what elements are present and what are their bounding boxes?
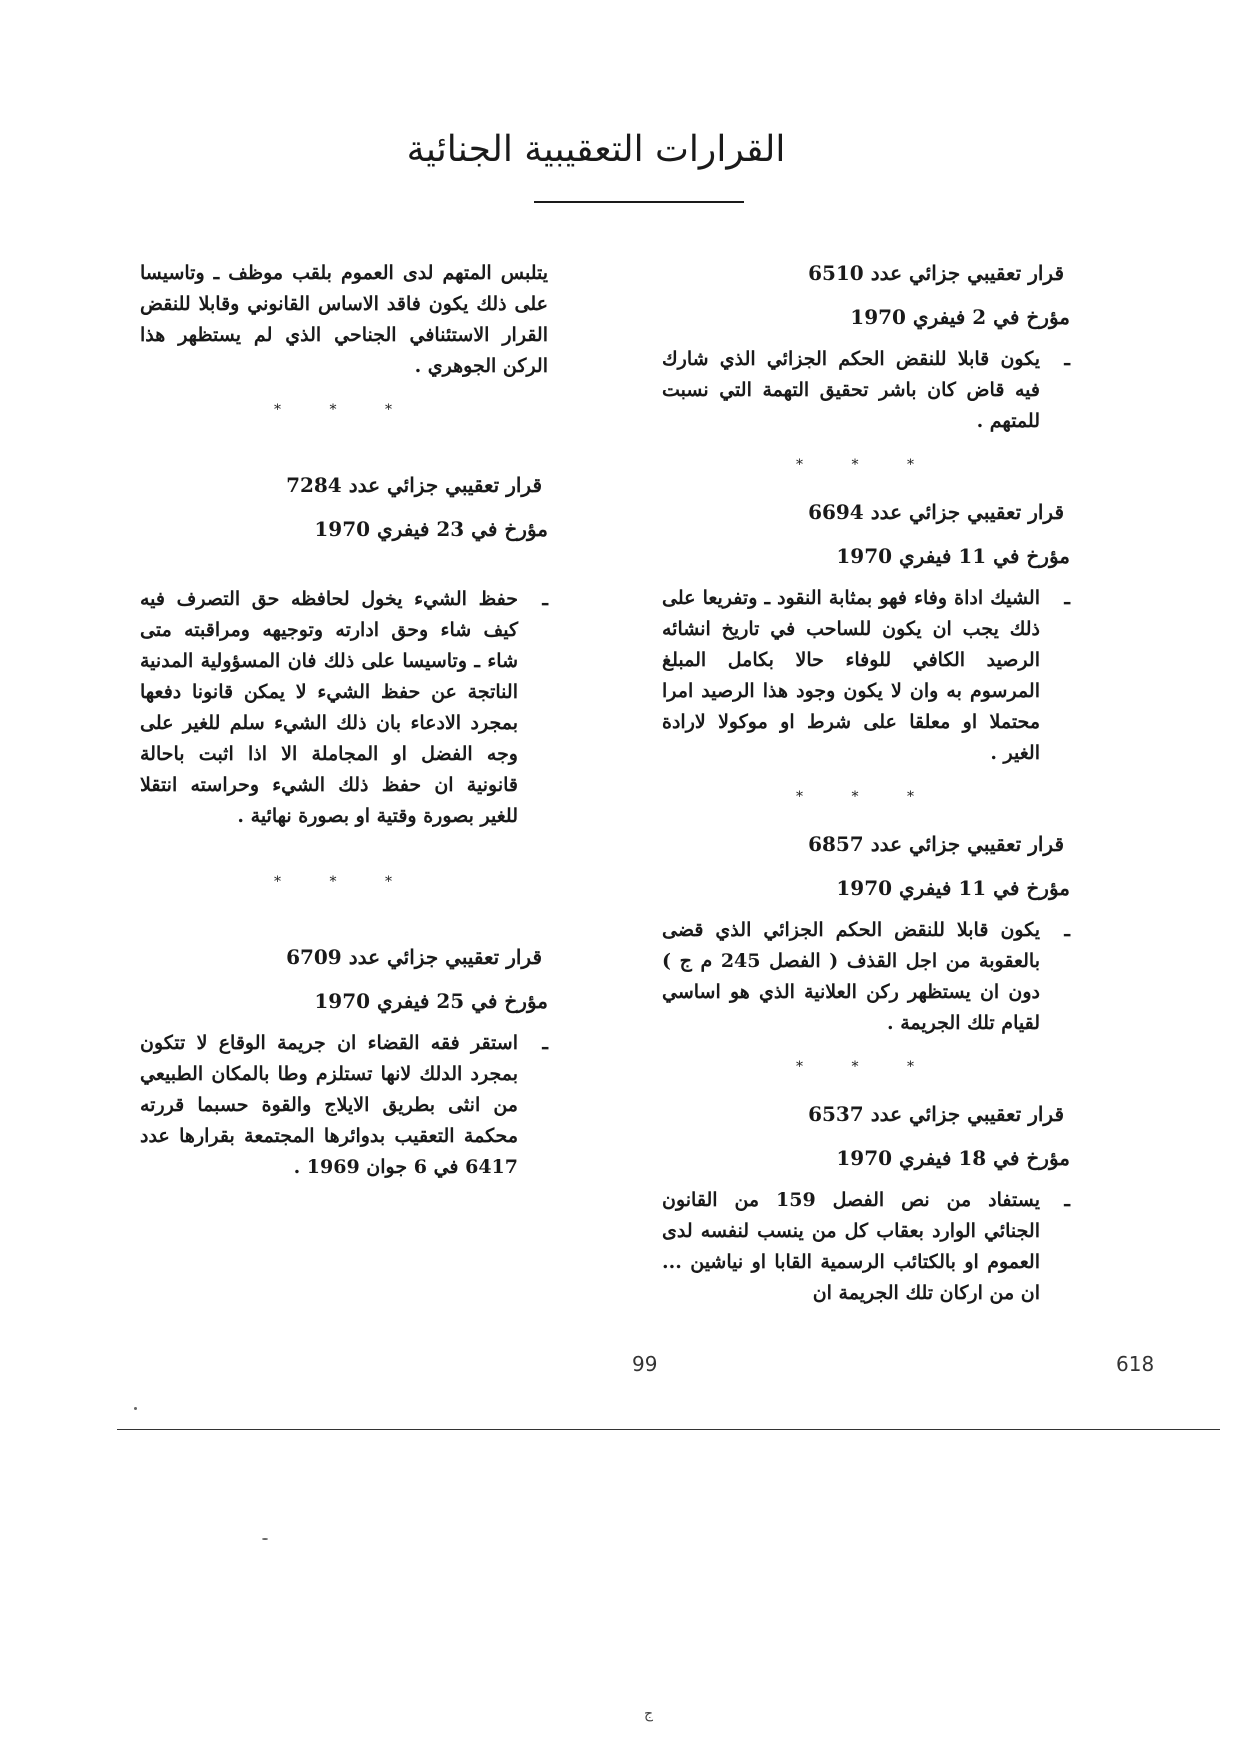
right-column [662,258,1070,1309]
decision-block [662,829,1070,1039]
bullet-dash: ـ [1064,1189,1070,1211]
page-number-left: 99 [632,1352,658,1376]
bullet-dash: ـ [1064,348,1070,370]
continuation-text: يتلبس المتهم لدى العموم بلقب موظف ـ وتاسيسا على ذلك يكون فاقد الاساس القانوني وقابلا للنقض القرار الاستئنافي الجناحي الذي لم يستظهر هذا الركن الجوهري . [140,262,548,377]
decision-body [662,915,1070,1039]
decision-text: حفظ الشيء يخول لحافظه حق التصرف فيه كيف شاء وحق ادارته وتوجيهه ومراقبته متى شاء ـ وتاسيسا على ذلك فان المسؤولية المدنية الناتجة عن حفظ الشيء لا يمكن قانونا دفعها بمجرد الادعاء بان ذلك الشيء سلم للغير على وجه الفضل او المجاملة الا اذا اثبت باحالة قانونية ان حفظ ذلك الشيء وحراسته انتقلا للغير بصورة وقتية او بصورة نهائية . [140,588,518,827]
decision-block [662,1099,1070,1309]
decision-date: مؤرخ في 2 فيفري 1970 [850,305,1070,329]
bullet-dash: ـ [1064,587,1070,609]
decision-body [662,583,1070,769]
page-bottom-rule [117,1429,1220,1430]
section-separator: * * * [274,402,414,418]
decision-body [662,344,1070,437]
section-separator: * * * [796,789,936,805]
page-title: القرارات التعقيبية الجنائية [406,129,786,170]
page-number-right: 618 [1116,1352,1155,1376]
decision-text: يكون قابلا للنقض الحكم الجزائي الذي شارك فيه قاض كان باشر تحقيق التهمة التي نسبت للمتهم . [662,348,1040,432]
decision-text: يستفاد من نص الفصل 159 من القانون الجنائي الوارد بعقاب كل من ينسب لنفسه لدى العموم او بالكتائب الرسمية القابا او نياشين ... ان من اركان تلك الجريمة ان [662,1189,1040,1304]
bullet-dash: ـ [542,1032,548,1054]
title-underline [534,201,744,203]
left-column [140,258,548,1183]
decision-block [140,942,548,1183]
decision-number: قرار تعقيبي جزائي عدد 6694 [808,500,1064,524]
decision-block [140,470,548,832]
decision-date: مؤرخ في 11 فيفري 1970 [836,876,1070,900]
section-separator: * * * [274,874,414,890]
decision-date: مؤرخ في 18 فيفري 1970 [836,1146,1070,1170]
decision-text: الشيك اداة وفاء فهو بمثابة النقود ـ وتفريعا على ذلك يجب ان يكون للساحب في تاريخ انشائه الرصيد الكافي للوفاء حالا بكامل المبلغ المرسوم به وان لا يكون وجود هذا الرصيد امرا محتملا او معلقا على شرط او موكولا لارادة الغير . [662,587,1040,764]
footer-mark: ج [644,1706,654,1722]
section-separator: * * * [796,1059,936,1075]
section-separator: * * * [796,457,936,473]
decision-number: قرار تعقيبي جزائي عدد 6709 [286,945,542,969]
decision-number: قرار تعقيبي جزائي عدد 6857 [808,832,1064,856]
decision-body [140,584,548,832]
scan-speck [134,1407,137,1410]
decision-body [140,1028,548,1183]
decision-block [662,258,1070,437]
decision-text: استقر فقه القضاء ان جريمة الوقاع لا تتكون بمجرد الدلك لانها تستلزم وطا بالمكان الطبيعي من انثى بطريق الايلاج والقوة حسبما قررته محكمة التعقيب بدوائرها المجتمعة بقرارها عدد 6417 في 6 جوان 1969 . [140,1032,518,1178]
decision-date: مؤرخ في 11 فيفري 1970 [836,544,1070,568]
decision-text: يكون قابلا للنقض الحكم الجزائي الذي قضى بالعقوبة من اجل القذف ( الفصل 245 م ج ) دون ان يستظهر ركن العلانية الذي هو اساسي لقيام تلك الجريمة . [662,919,1040,1034]
decision-body [662,1185,1070,1309]
decision-date: مؤرخ في 25 فيفري 1970 [314,989,548,1013]
decision-number: قرار تعقيبي جزائي عدد 6510 [808,261,1064,285]
decision-date: مؤرخ في 23 فيفري 1970 [314,517,548,541]
bullet-dash: ـ [542,588,548,610]
scan-speck [262,1538,268,1540]
decision-number: قرار تعقيبي جزائي عدد 6537 [808,1102,1064,1126]
decision-block [662,497,1070,769]
decision-number: قرار تعقيبي جزائي عدد 7284 [286,473,542,497]
bullet-dash: ـ [1064,919,1070,941]
